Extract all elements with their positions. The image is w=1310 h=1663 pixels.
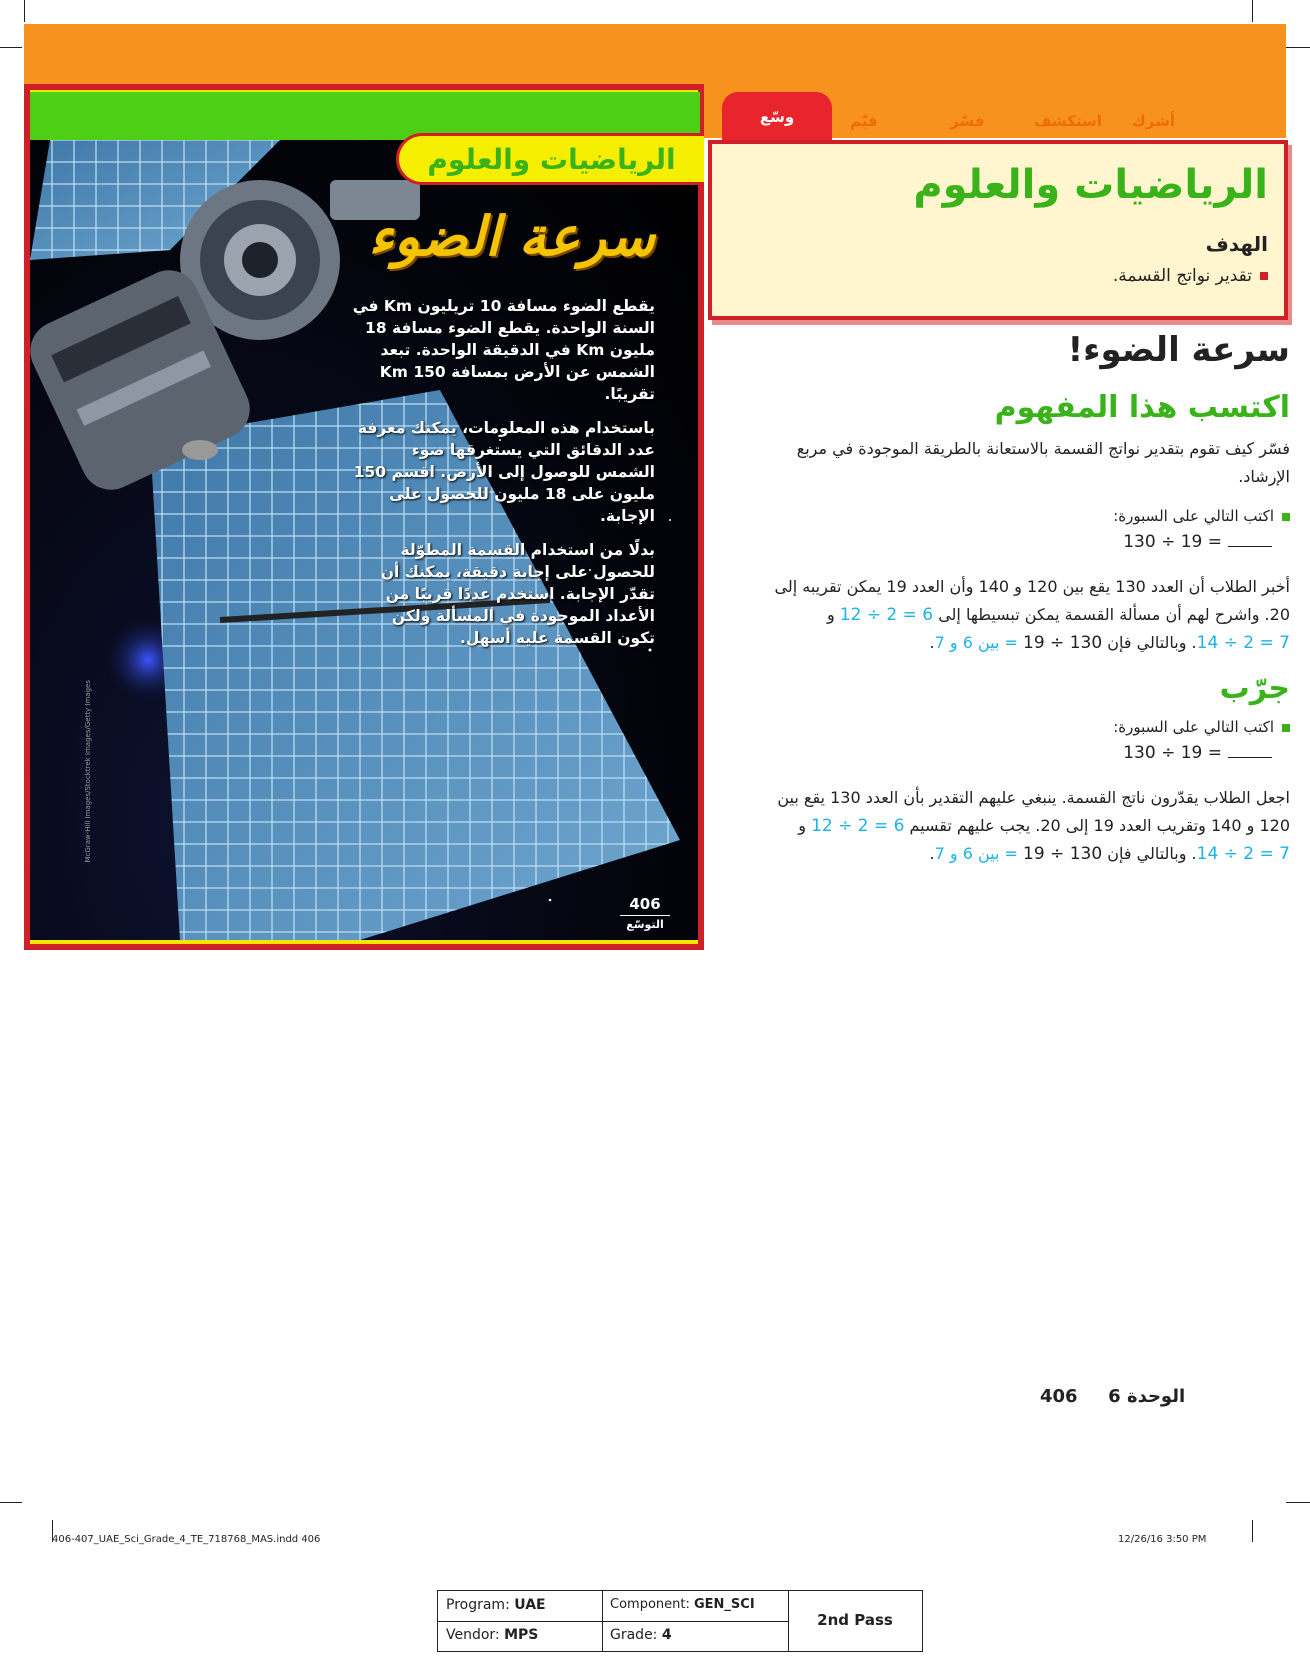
tab-engage[interactable]: أشرك: [1132, 112, 1175, 130]
board-prompt-item: [770, 716, 1290, 738]
feature-title-ribbon: [396, 133, 704, 185]
student-page-number: 406: [629, 895, 661, 913]
grade-value: 4: [661, 1627, 672, 1643]
component-cell: [602, 1597, 788, 1612]
period: .: [929, 633, 935, 652]
tab-explore[interactable]: استكشف: [1034, 112, 1102, 130]
vendor-label: Vendor:: [446, 1627, 500, 1643]
period: .: [929, 844, 935, 863]
equation: 130 ÷ 19 =: [1123, 743, 1222, 763]
vendor-value: MPS: [504, 1627, 539, 1643]
student-page-tag: [620, 895, 670, 931]
goal-text: تقدير نواتج القسمة.: [1112, 266, 1252, 286]
equation-highlight: 19 ÷ 130: [1023, 844, 1103, 864]
lesson-tabs: [722, 92, 1288, 142]
board-prompt: اكتب التالي على السبورة:: [1113, 718, 1274, 736]
file-slug: 406-407_UAE_Sci_Grade_4_TE_718768_MAS.indd 406: [52, 1534, 321, 1545]
equation-line: [770, 742, 1290, 764]
crop-mark: [0, 47, 22, 48]
top-banner: [24, 24, 1286, 84]
grade-label: Grade:: [610, 1627, 658, 1643]
concept-heading: اكتسب هذا المفهوم: [994, 390, 1290, 425]
date-slug: 12/26/16 3:50 PM: [1118, 1534, 1207, 1545]
answer-text: . وبالتالي فإن: [1102, 633, 1197, 652]
concept-intro: فسّر كيف تقوم بتقدير نواتج القسمة بالاستعانة بالطريقة الموجودة في مربع الإرشاد.: [796, 439, 1290, 486]
crop-mark: [1286, 47, 1310, 48]
grade-cell: [602, 1627, 788, 1643]
program-cell: [438, 1597, 602, 1613]
goal-label: الهدف: [1205, 232, 1268, 256]
equation-highlight: 12 ÷ 2 = 6: [811, 816, 905, 836]
feature-paragraph: بدلًا من استخدام القسمة المطوّلة للحصول على إجابة دقيقة، يمكنك أن تقدّر الإجابة. استخدم عددًا قريبًا من الأعداد الموجودة في المسألة ولكن تكون القسمة عليه أسهل.: [380, 541, 655, 647]
vendor-cell: [438, 1627, 602, 1643]
unit-label: الوحدة 6: [1108, 1386, 1186, 1407]
equation-highlight: 12 ÷ 2 = 6: [839, 605, 934, 625]
equation-result: = بين 6 و 7: [934, 844, 1024, 863]
speed-of-light-title: سرعة الضوء: [368, 205, 655, 268]
crop-mark: [1252, 1520, 1253, 1542]
production-info-table: [437, 1590, 923, 1652]
feature-paragraph: باستخدام هذه المعلومات، يمكنك معرفة عدد الدقائق التي يستغرقها ضوء الشمس للوصول إلى الأرض. اقسم 150 مليون على 18 مليون للحصول على الإجابة.: [353, 419, 655, 525]
crop-mark: [1286, 1502, 1310, 1503]
program-label: Program:: [446, 1597, 510, 1613]
photo-credit: McGraw-Hill Images/Stocktrek Images/Getty Images: [84, 680, 92, 863]
equation-highlight: 19 ÷ 130: [1023, 633, 1103, 653]
section-title: سرعة الضوء!: [1067, 330, 1290, 370]
equation-line: [770, 531, 1290, 553]
feature-text: [350, 295, 655, 661]
footer-folio: [1040, 1386, 1185, 1407]
crop-mark: [1252, 0, 1253, 22]
tab-evaluate[interactable]: فيّم: [850, 112, 878, 130]
bullet-icon: [1282, 513, 1290, 521]
component-value: GEN_SCI: [694, 1597, 755, 1612]
board-prompt: اكتب التالي على السبورة:: [1113, 507, 1274, 525]
lesson-heading: الرياضيات والعلوم: [913, 162, 1268, 208]
feature-title: الرياضيات والعلوم: [427, 142, 676, 176]
goal-item: [1113, 266, 1268, 286]
bullet-icon: [1260, 272, 1268, 280]
equation-highlight: 14 ÷ 2 = 7: [1196, 633, 1290, 653]
tab-explain[interactable]: فسّر: [950, 112, 985, 130]
try-answer: [770, 784, 1290, 868]
equation-result: = بين 6 و 7: [934, 633, 1024, 652]
page-number: 406: [1040, 1386, 1078, 1407]
answer-text: . وبالتالي فإن: [1102, 844, 1197, 863]
crop-mark: [0, 1502, 22, 1503]
crop-mark: [24, 0, 25, 22]
try-heading: جرّب: [1219, 671, 1290, 706]
feature-paragraph: يقطع الضوء مسافة 10 تريليون Km في السنة الواحدة. يقطع الضوء مسافة 18 مليون Km في الدقيقة الواحدة. تبعد الشمس عن الأرض بمسافة 150 Km تقريبًا.: [352, 297, 655, 403]
answer-blank: [1228, 757, 1272, 758]
answer-text: أخبر الطلاب أن العدد 130 يقع بين 120 و 140 وأن العدد 19 يمكن تقريبه إلى 20. واشرح لهم أن مسألة القسمة يمكن تبسيطها إلى: [774, 577, 1290, 624]
component-label: Component:: [610, 1597, 690, 1612]
conjunction: و: [798, 816, 812, 835]
student-page-label: التوسّع: [626, 918, 664, 931]
tab-extend[interactable]: وسّع: [722, 92, 832, 142]
objective-box: [708, 140, 1288, 320]
conjunction: و: [826, 605, 840, 624]
pass-label: 2nd Pass: [817, 1611, 893, 1629]
program-value: UAE: [514, 1597, 546, 1613]
answer-blank: [1228, 546, 1272, 547]
teacher-notes: [770, 330, 1290, 882]
equation: 130 ÷ 19 =: [1123, 532, 1222, 552]
answer-text: اجعل الطلاب يقدّرون ناتج القسمة. ينبغي عليهم التقدير بأن العدد 130 يقع بين 120 و 140 وتقريب العدد 19 إلى 20. يجب عليهم تقسيم: [777, 788, 1290, 835]
equation-highlight: 14 ÷ 2 = 7: [1196, 844, 1290, 864]
concept-answer: [770, 573, 1290, 657]
board-prompt-item: [770, 505, 1290, 527]
bullet-icon: [1282, 724, 1290, 732]
